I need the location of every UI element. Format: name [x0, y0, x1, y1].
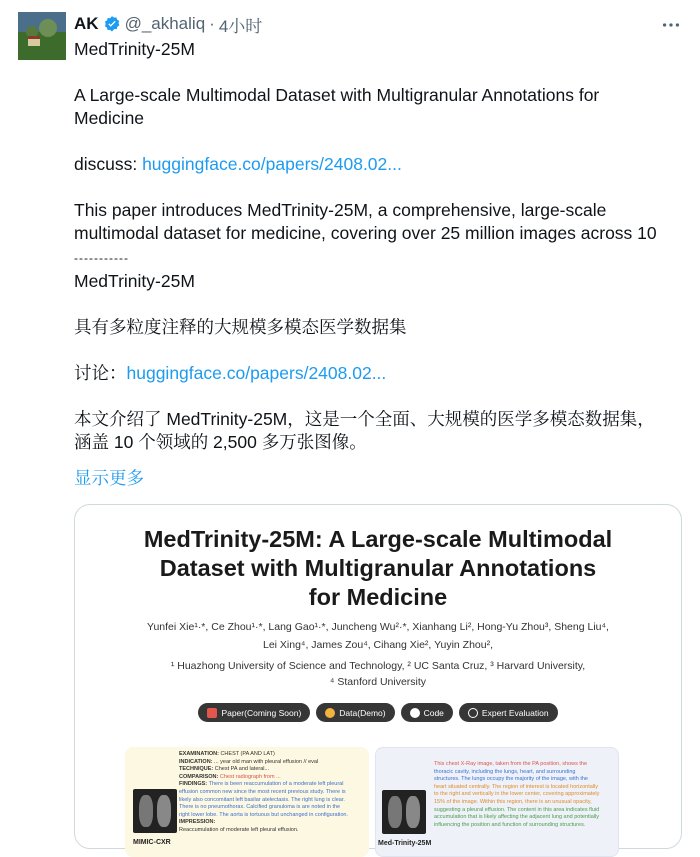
report-line	[179, 804, 367, 812]
xray-image	[382, 790, 426, 834]
tweet-header	[74, 13, 684, 35]
description-line: This chest X-Ray image, taken from the PA position, shows the	[434, 761, 588, 767]
tweet-text-divider	[74, 252, 689, 264]
separator-dot: ·	[209, 14, 215, 33]
paper-button[interactable]	[198, 703, 310, 722]
code-button-label: Code	[423, 707, 444, 718]
report-value: CHEST (PA AND LAT)	[220, 751, 275, 757]
figure-mimic-cxr	[125, 747, 369, 857]
paper-authors	[75, 618, 681, 654]
cn-body-line: 本文介绍了 MedTrinity-25M，这是一个全面、大规模的医学多模态数据集，	[74, 409, 655, 429]
report-value: right lower lobe. The aorta is tortuous but unchanged in configuration.	[179, 811, 348, 818]
figure-caption: MIMIC-CXR	[133, 839, 171, 846]
report-value: likely also concomitant left basilar atelectasis. The right lung is clear.	[179, 796, 345, 803]
report-key: EXAMINATION:	[179, 751, 221, 757]
description-line: 15% of the image. Within this region, there is an unusual opacity,	[434, 798, 592, 805]
paper-icon	[207, 708, 217, 718]
tweet-line: MedTrinity-25M	[74, 39, 195, 59]
authors-line: Lei Xing⁴, James Zou⁴, Cihang Xie², Yuyin Zhou²,	[262, 639, 494, 651]
report-value: effusion common new since the most recent previous study. There is	[179, 788, 346, 795]
data-button-label: Data(Demo)	[339, 707, 386, 718]
report-line	[179, 759, 367, 767]
verified-badge-icon	[103, 15, 121, 33]
report-line	[179, 819, 367, 827]
report-value: Chest PA and lateral...	[214, 766, 270, 773]
github-icon	[410, 708, 420, 718]
discuss-line	[74, 153, 689, 176]
tweet-line: A Large-scale Multimodal Dataset with Multigranular Annotations for	[74, 85, 600, 105]
paper-button-row	[75, 703, 681, 722]
data-icon	[325, 708, 335, 718]
report-key: INDICATION:	[179, 758, 215, 765]
report-line	[179, 766, 367, 774]
description-line: influencing the position and function of surrounding structures.	[434, 821, 586, 828]
discuss-label: discuss:	[74, 154, 143, 174]
paper-affiliations	[75, 658, 681, 690]
avatar[interactable]	[18, 12, 66, 60]
data-button[interactable]	[316, 703, 394, 722]
show-more-link[interactable]: 显示更多	[74, 468, 144, 488]
report-value: There is no pneumothorax. Calcified granuloma is are noted in the	[179, 804, 341, 811]
discuss-link[interactable]: huggingface.co/papers/2408.02...	[142, 154, 402, 174]
description-line: structures. The lungs occupy the majority of the image, with the	[434, 776, 588, 783]
report-value: There is been reaccumulation of a moderate left pleural	[208, 781, 344, 788]
report-line	[179, 789, 367, 797]
description-line: thoracic cavity, including the lungs, heart, and surrounding	[434, 768, 576, 775]
paper-title-line: Dataset with Multigranular Annotations	[159, 555, 597, 581]
report-key: FINDINGS:	[179, 781, 209, 788]
report-line	[179, 774, 367, 782]
authors-line: Yunfei Xie¹·*, Ce Zhou¹·*, Lang Gao¹·*, Juncheng Wu²·*, Xianhang Li², Hong-Yu Zhou³, Sheng Liu⁴,	[147, 621, 609, 633]
report-key: COMPARISON:	[179, 773, 220, 780]
cn-title: MedTrinity-25M	[74, 271, 195, 291]
report-key: IMPRESSION:	[179, 819, 216, 826]
report-line	[179, 797, 367, 805]
affiliation-line: ⁴ Stanford University	[329, 676, 427, 688]
cn-discuss-link[interactable]: huggingface.co/papers/2408.02...	[126, 363, 387, 383]
tweet-line: This paper introduces MedTrinity-25M, a comprehensive, large-scale	[74, 200, 607, 220]
report-line	[179, 751, 367, 759]
affiliation-line: ¹ Huazhong University of Science and Technology, ² UC Santa Cruz, ³ Harvard University,	[170, 660, 586, 672]
tweet-text	[74, 38, 689, 245]
paper-title	[75, 525, 681, 612]
paper-button-label: Paper(Coming Soon)	[221, 707, 302, 718]
xray-image	[133, 789, 177, 833]
report-key: TECHNIQUE:	[179, 766, 215, 773]
report-line	[179, 827, 367, 835]
report-line	[179, 781, 367, 789]
report-value: ... year old man with pleural effusion // eval	[214, 758, 319, 765]
report-text	[179, 751, 367, 835]
author-name[interactable]: AK	[74, 14, 99, 33]
report-value: Reaccumulation of moderate left pleural effusion.	[179, 826, 299, 833]
cn-body-line: 涵盖 10 个领域的 2,500 多万张图像。	[74, 432, 367, 452]
tweet-line: multimodal dataset for medicine, covering over 25 million images across 10	[74, 223, 657, 243]
description-line: suggesting a pleural effusion. The content in this area indicates fluid	[434, 806, 600, 813]
description-line: accumulation that is likely affecting the adjacent lung and potentially	[434, 814, 600, 821]
cn-discuss-line	[74, 362, 689, 385]
info-icon	[468, 708, 478, 718]
cn-discuss-label: 讨论：	[74, 363, 127, 383]
media-card[interactable]	[74, 504, 682, 849]
report-value: Chest radiograph from ...	[219, 773, 281, 780]
author-handle[interactable]: @_akhaliq	[124, 14, 206, 33]
report-line	[179, 812, 367, 820]
figure-medtrinity	[375, 747, 619, 857]
expert-evaluation-button[interactable]	[459, 703, 558, 722]
description-line: heart situated centrally. The region of interest is located horizontally	[434, 783, 598, 790]
divider: -----------	[74, 251, 129, 265]
post-time[interactable]: 4小时	[218, 16, 263, 36]
more-options-icon[interactable]	[660, 14, 682, 36]
cn-subtitle: 具有多粒度注释的大规模多模态医学数据集	[74, 317, 407, 337]
description-line: to the right and vertically in the lower center, covering approximately	[434, 791, 600, 798]
paper-title-line: for Medicine	[308, 584, 448, 610]
tweet-text-cn	[74, 270, 689, 454]
tweet-line: Medicine	[74, 108, 145, 128]
figure-caption: Med-Trinity-25M	[378, 840, 432, 847]
paper-title-line: MedTrinity-25M: A Large-scale Multimodal	[143, 526, 613, 552]
code-button[interactable]	[401, 703, 453, 722]
expert-evaluation-label: Expert Evaluation	[481, 707, 549, 718]
description-text	[434, 761, 618, 829]
